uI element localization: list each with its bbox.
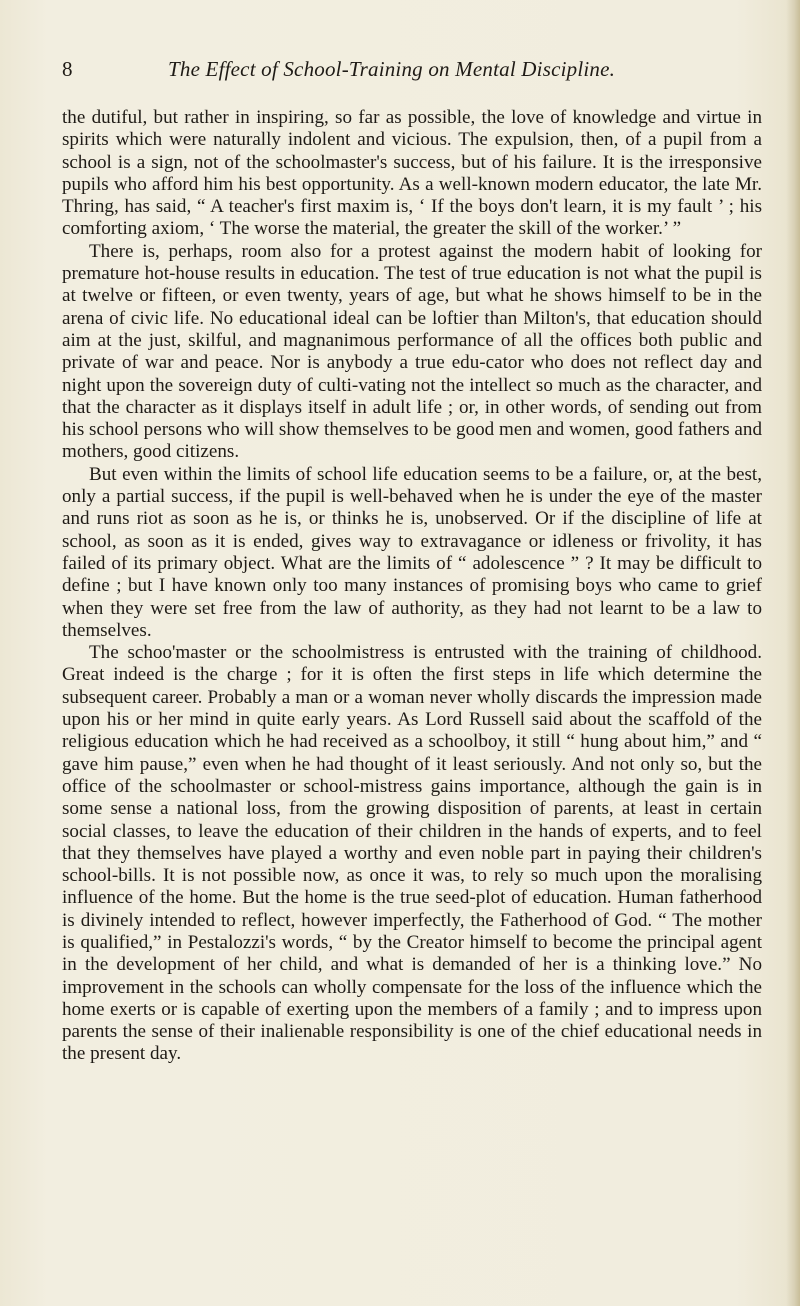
body-text (62, 107, 762, 1066)
paragraph-2: There is, perhaps, room also for a protest against the modern habit of looking for premature hot-house results in education. The test of true education is not what the pupil is at twelve or fifteen, or even twenty, years of age, but what he shows himself to be in the arena of civic life. No educational ideal can be loftier than Milton's, that education should aim at the just, skilful, and magnanimous performance of all the offices both public and private of war and peace. Nor is anybody a true edu-cator who does not reflect day and night upon the sovereign duty of culti-vating not the intellect so much as the character, and that the character as it displays itself in adult life ; or, in other words, of sending out from his school persons who will show themselves to be good men and women, good fathers and mothers, good citizens. (62, 240, 762, 463)
page-number: 8 (62, 57, 73, 81)
page-edge-shadow (786, 0, 800, 1306)
running-title: The Effect of School-Training on Mental Discipline. (168, 57, 616, 81)
paragraph-3: But even within the limits of school life education seems to be a failure, or, at the best, only a partial success, if the pupil is well-behaved when he is under the eye of the master and runs riot as soon as he is, or thinks he is, unobserved. Or if the discipline of life at school, as soon as it is ended, gives way to extravagance or idleness or frivolity, it has failed of its primary object. What are the limits of “ adolescence ” ? It may be difficult to define ; but I have known only too many instances of promising boys who came to grief when they were set free from the law of authority, as they had not learnt to be a law to themselves. (62, 463, 762, 641)
paragraph-1: the dutiful, but rather in inspiring, so far as possible, the love of knowledge and virtue in spirits which were naturally indolent and vicious. The expulsion, then, of a pupil from a school is a sign, not of the schoolmaster's success, but of his failure. It is the irresponsive pupils who afford him his best opportunity. As a well-known modern educator, the late Mr. Thring, has said, “ A teacher's first maxim is, ‘ If the boys don't learn, it is my fault ’ ; his comforting axiom, ‘ The worse the material, the greater the skill of the worker.’ ” (62, 107, 762, 240)
paragraph-4: The schoo'master or the schoolmistress is entrusted with the training of childhood. Great indeed is the charge ; for it is often the first steps in life which determine the subsequent career. Probably a man or a woman never wholly discards the impression made upon his or her mind in quite early years. As Lord Russell said about the scaffold of the religious education which he had received as a schoolboy, it still “ hung about him,” and “ gave him pause,” even when he had thought of it least seriously. And not only so, but the office of the schoolmaster or school-mistress gains importance, although the gain is in some sense a national loss, from the growing disposition of parents, at least in certain social classes, to leave the education of their children in the hands of experts, and to feel that they themselves have played a worthy and even noble part in paying their children's school-bills. It is not possible now, as once it was, to rely so much upon the moralising influence of the home. But the home is the true seed-plot of education. Human fatherhood is divinely intended to reflect, however imperfectly, the Fatherhood of God. “ The mother is qualified,” in Pestalozzi's words, “ by the Creator himself to become the principal agent in the development of her child, and what is demanded of her is a thinking love.” No improvement in the schools can wholly compensate for the loss of the influence which the home exerts or is capable of exerting upon the members of a family ; and to impress upon parents the sense of their inalienable responsibility is one of the chief educational needs in the present day. (62, 642, 762, 1065)
page-header (62, 56, 762, 82)
